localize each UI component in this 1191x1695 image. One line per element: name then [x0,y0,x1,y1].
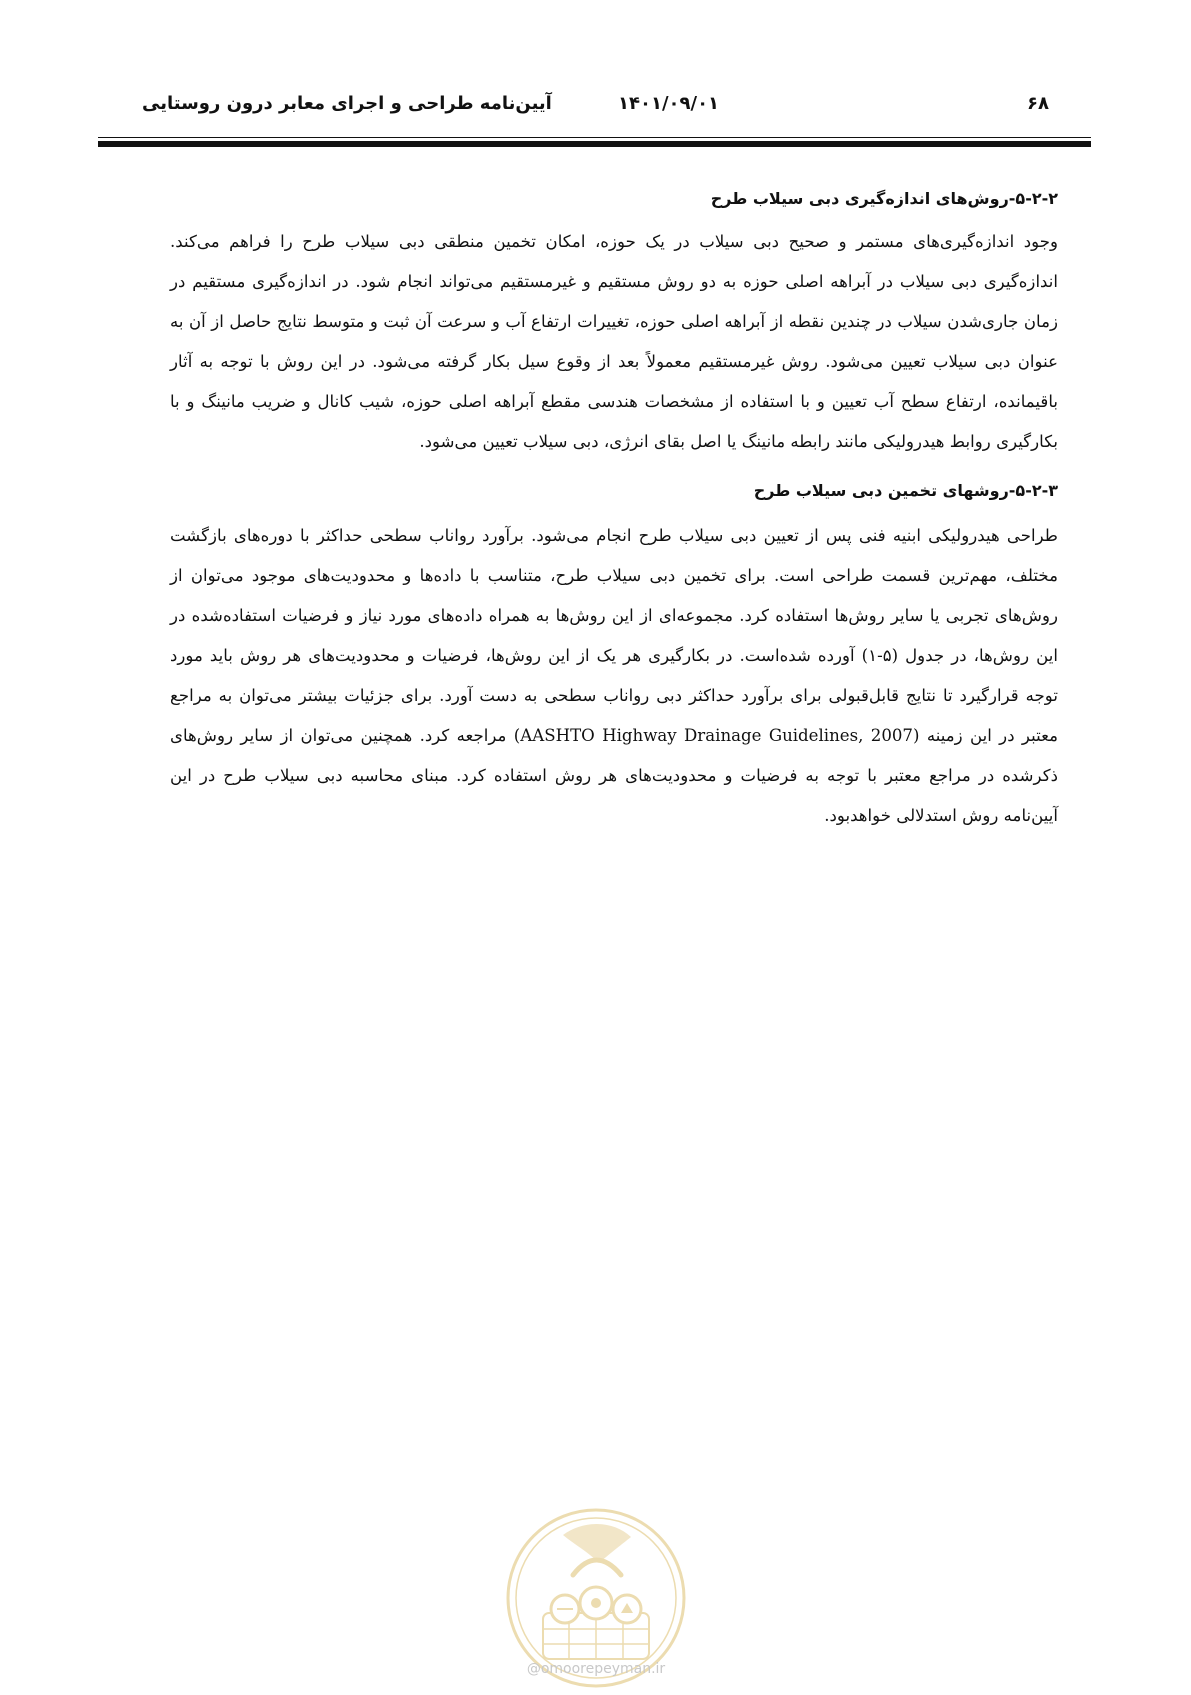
page-body [170,182,1058,836]
document-title: آیین‌نامه طراحی و اجرای معابر درون روستایی [142,93,552,114]
header-date: ۱۴۰۱/۰۹/۰۱ [618,93,720,114]
section-2-2-title: ۵-۲-۲-روش‌های اندازه‌گیری دبی سیلاب طرح [710,189,1058,208]
page-number: ۶۸ [1027,93,1049,114]
section-2-2-body: وجود اندازه‌گیری‌های مستمر و صحیح دبی سیلاب در یک حوزه، امکان تخمین منطقی دبی سیلاب طرح را فراهم می‌کند. اندازه‌گیری دبی سیلاب در آبراهه اصلی حوزه به دو روش مستقیم و غیرمستقیم می‌تواند انجام شود. در اندازه‌گیری مستقیم در زمان جاری‌شدن سیلاب در چندین نقطه از آبراهه اصلی حوزه، تغییرات ارتفاع آب و سرعت آن ثبت و متوسط نتایج حاصل از آن به عنوان دبی سیلاب تعیین می‌شود. روش غیرمستقیم معمولاً بعد از وقوع سیل بکار گرفته می‌شود. در این روش با توجه به آثار باقیمانده، ارتفاع سطح آب تعیین و با استفاده از مشخصات هندسی مقطع آبراهه اصلی حوزه، شیب کانال و ضریب مانینگ و با بکارگیری روابط هیدرولیکی مانند رابطه مانینگ یا اصل بقای انرژی، دبی سیلاب تعیین می‌شود. [170,232,1059,451]
header-rule [98,137,1091,147]
watermark-text: @omoorepeyman.ir [526,1661,666,1677]
page-header [98,86,1093,122]
section-2-3-title: ۵-۲-۳-روشهای تخمین دبی سیلاب طرح [753,481,1058,500]
section-2-3-body: طراحی هیدرولیکی ابنیه فنی پس از تعیین دبی سیلاب طرح انجام می‌شود. برآورد رواناب سطحی حداکثر با دوره‌های بازگشت مختلف، مهم‌ترین قسمت طراحی است. برای تخمین دبی سیلاب طرح، متناسب با داده‌ها و محدودیت‌های موجود می‌توان از روش‌های تجربی یا سایر روش‌ها استفاده کرد. مجموعه‌ای از این روش‌ها به همراه داده‌های مورد نیاز و فرضیات استفاده‌شده در این روش‌ها، در جدول (۵-۱) آورده شده‌است. در بکارگیری هر یک از این روش‌ها، فرضیات و محدودیت‌های هر روش باید مورد توجه قرارگیرد تا نتایج قابل‌قبولی برای برآورد حداکثر دبی رواناب سطحی به دست آورد. برای جزئیات بیشتر می‌توان به مراجع معتبر در این زمینه (AASHTO Highway Drainage Guidelines, 2007) مراجعه کرد. همچنین می‌توان از سایر روش‌های ذکرشده در مراجع معتبر با توجه به فرضیات و محدودیت‌های هر روش استفاده کرد. مبنای محاسبه دبی سیلاب طرح در این آیین‌نامه روش استدلالی خواهدبود. [170,526,1058,825]
